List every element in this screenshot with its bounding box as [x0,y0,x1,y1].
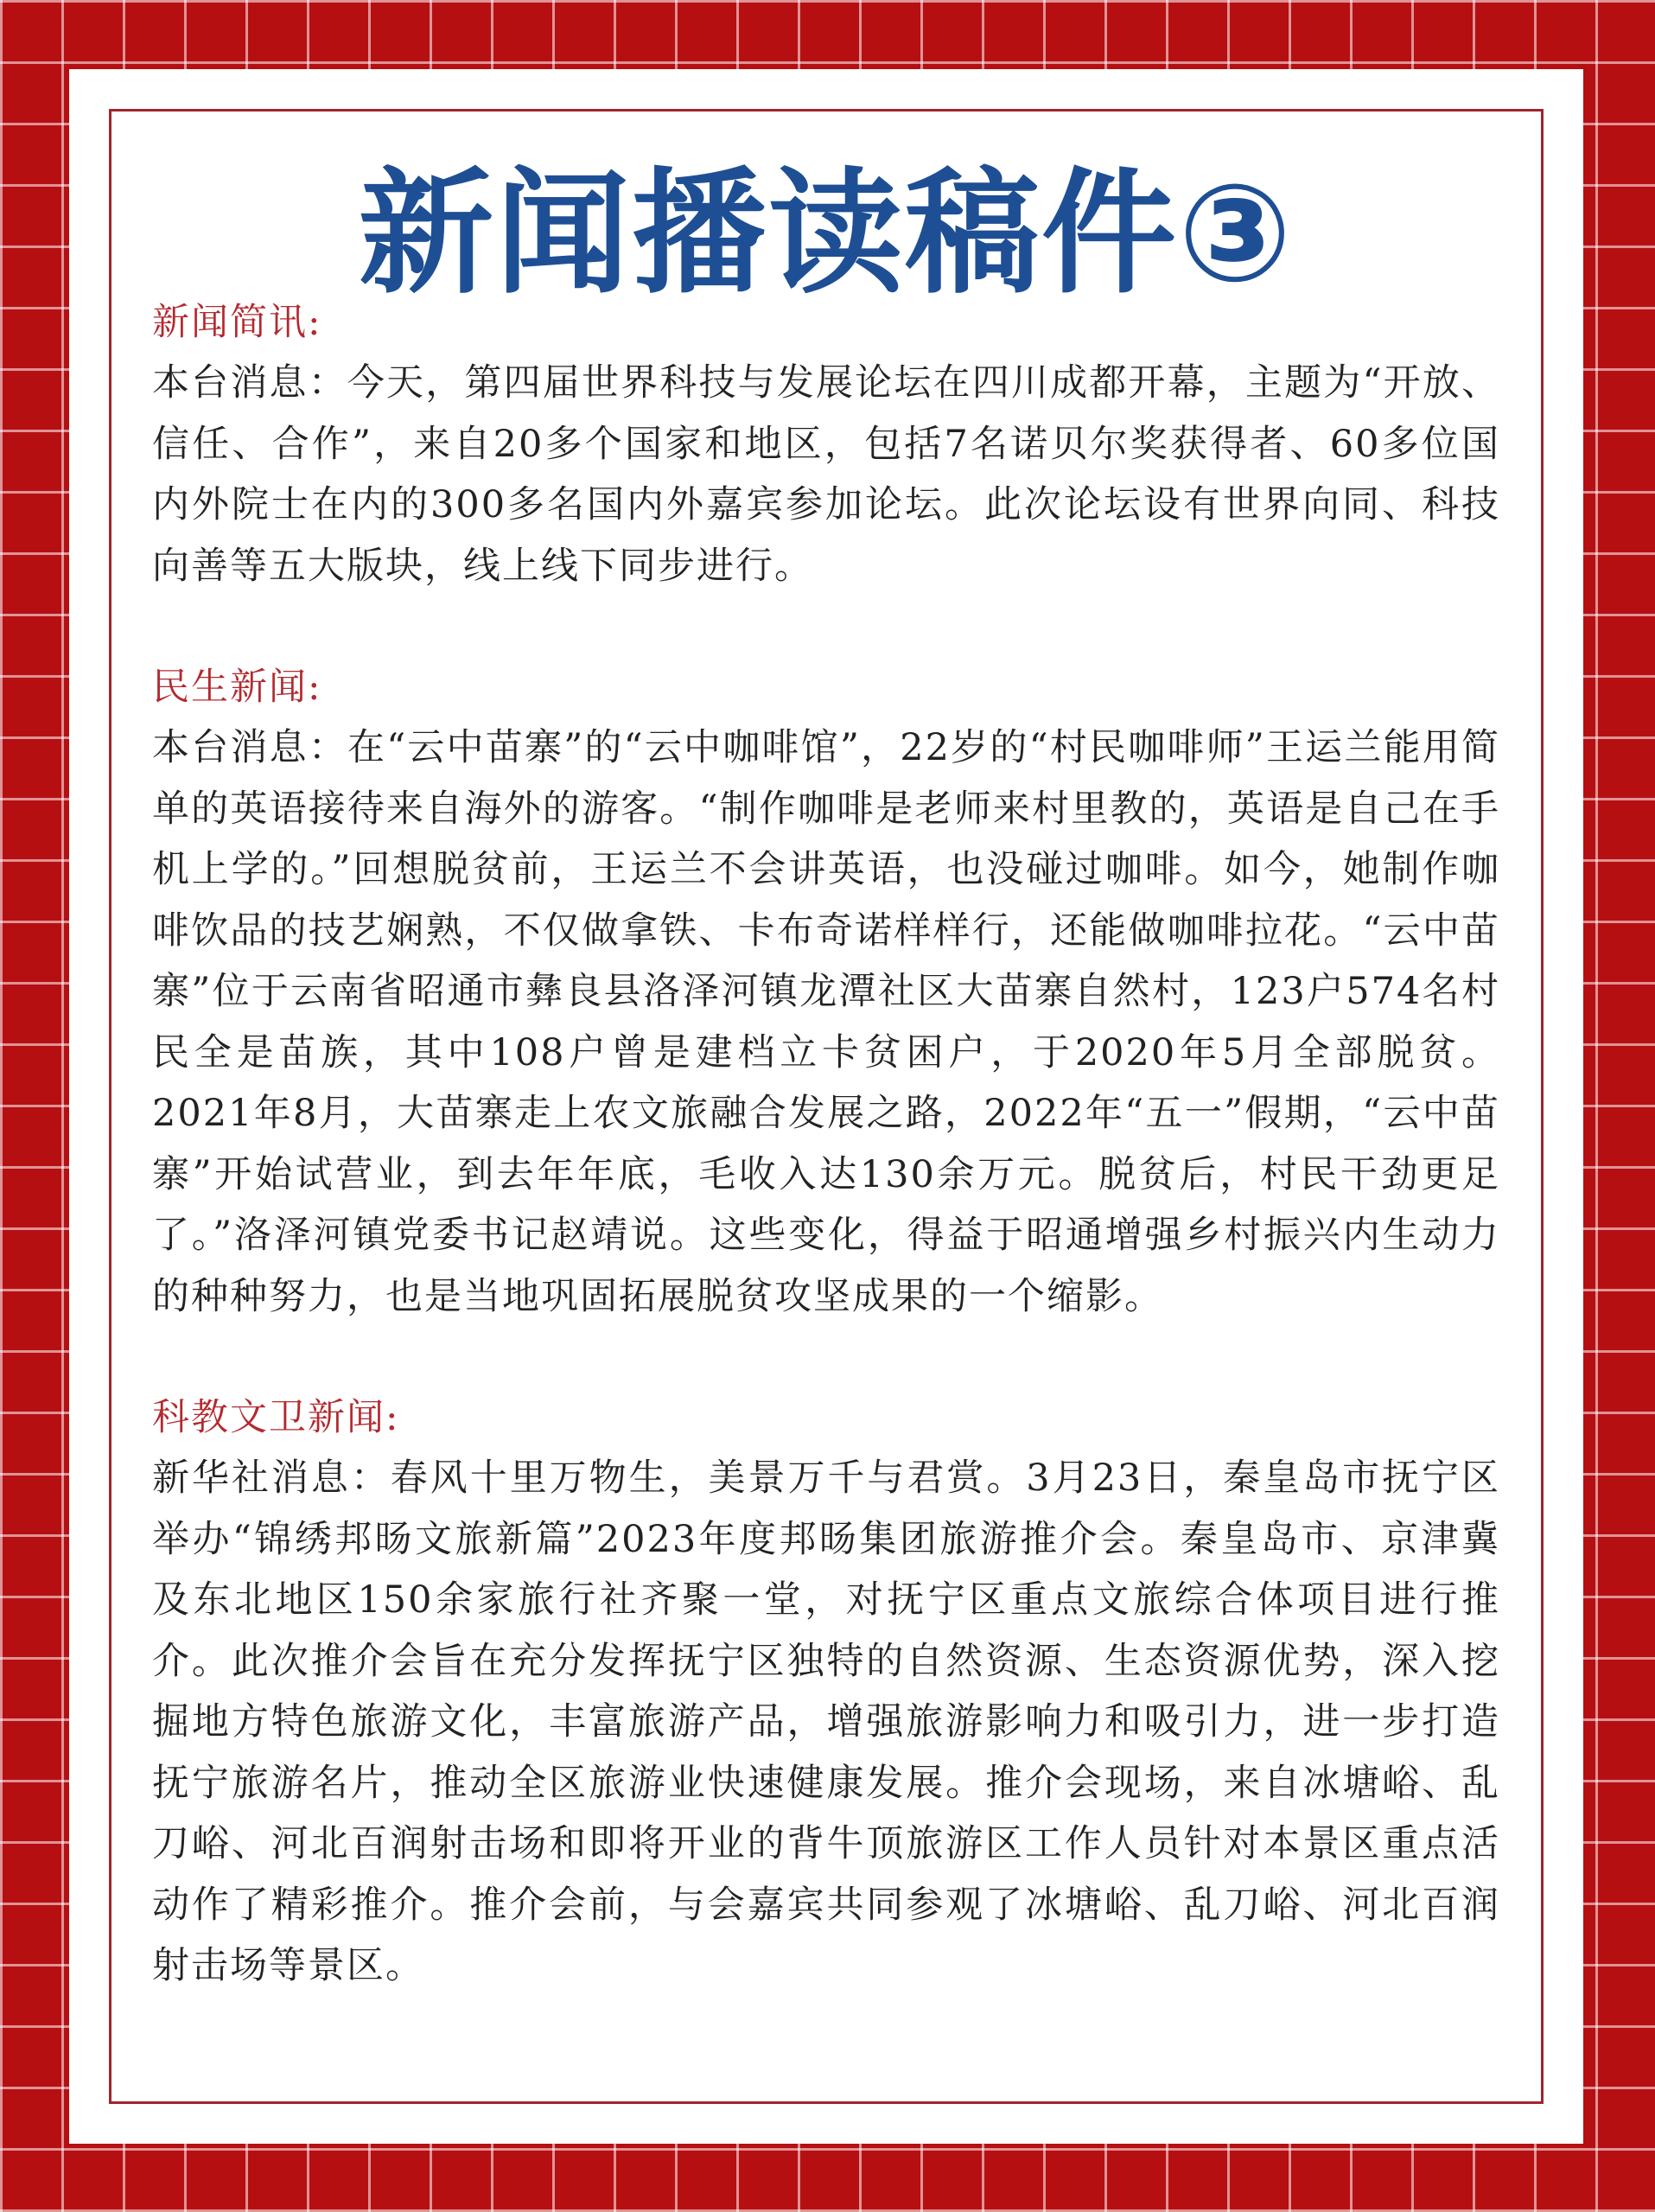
article-content [152,292,1500,1997]
section-heading: 民生新闻: [152,666,322,709]
section-body: 本台消息：在“云中苗寨”的“云中咖啡馆”，22岁的“村民咖啡师”王运兰能用简单的英语接待来自海外的游客。“制作咖啡是老师来村里教的，英语是自己在手机上学的。”回想脱贫前，王运兰不会讲英语，也没碰过咖啡。如今，她制作咖啡饮品的技艺娴熟，不仅做拿铁、卡布奇诺样样行，还能做咖啡拉花。“云中苗寨”位于云南省昭通市彝良县洛泽河镇龙潭社区大苗寨自然村，123户574名村民全是苗族，其中108户曾是建档立卡贫困户，于2020年5月全部脱贫。2021年8月，大苗寨走上农文旅融合发展之路，2022年“五一”假期，“云中苗寨”开始试营业，到去年年底，毛收入达130余万元。脱贫后，村民干劲更足了。”洛泽河镇党委书记赵靖说。这些变化，得益于昭通增强乡村振兴内生动力的种种努力，也是当地巩固拓展脱贫攻坚成果的一个缩影。 [152,726,1500,1318]
page-title: 新闻播读稿件③ [358,155,1295,312]
section-news-brief [152,292,1500,596]
section-heading: 科教文卫新闻: [152,1396,400,1439]
section-science-education-news [152,1387,1500,1997]
document-card [69,69,1583,2144]
section-heading: 新闻简讯: [152,301,322,344]
section-body: 新华社消息：春风十里万物生，美景万千与君赏。3月23日，秦皇岛市抚宁区举办“锦绣邦旸文旅新篇”2023年度邦旸集团旅游推介会。秦皇岛市、京津冀及东北地区150余家旅行社齐聚一堂，对抚宁区重点文旅综合体项目进行推介。此次推介会旨在充分发挥抚宁区独特的自然资源、生态资源优势，深入挖掘地方特色旅游文化，丰富旅游产品，增强旅游影响力和吸引力，进一步打造抚宁旅游名片，推动全区旅游业快速健康发展。推介会现场，来自冰塘峪、乱刀峪、河北百润射击场和即将开业的背牛顶旅游区工作人员针对本景区重点活动作了精彩推介。推介会前，与会嘉宾共同参观了冰塘峪、乱刀峪、河北百润射击场等景区。 [152,1457,1500,1987]
section-livelihood-news [152,657,1500,1327]
section-body: 本台消息：今天，第四届世界科技与发展论坛在四川成都开幕，主题为“开放、信任、合作”，来自20多个国家和地区，包括7名诺贝尔奖获得者、60多位国内外院士在内的300多名国内外嘉宾参加论坛。此次论坛设有世界向同、科技向善等五大版块，线上线下同步进行。 [152,361,1500,588]
